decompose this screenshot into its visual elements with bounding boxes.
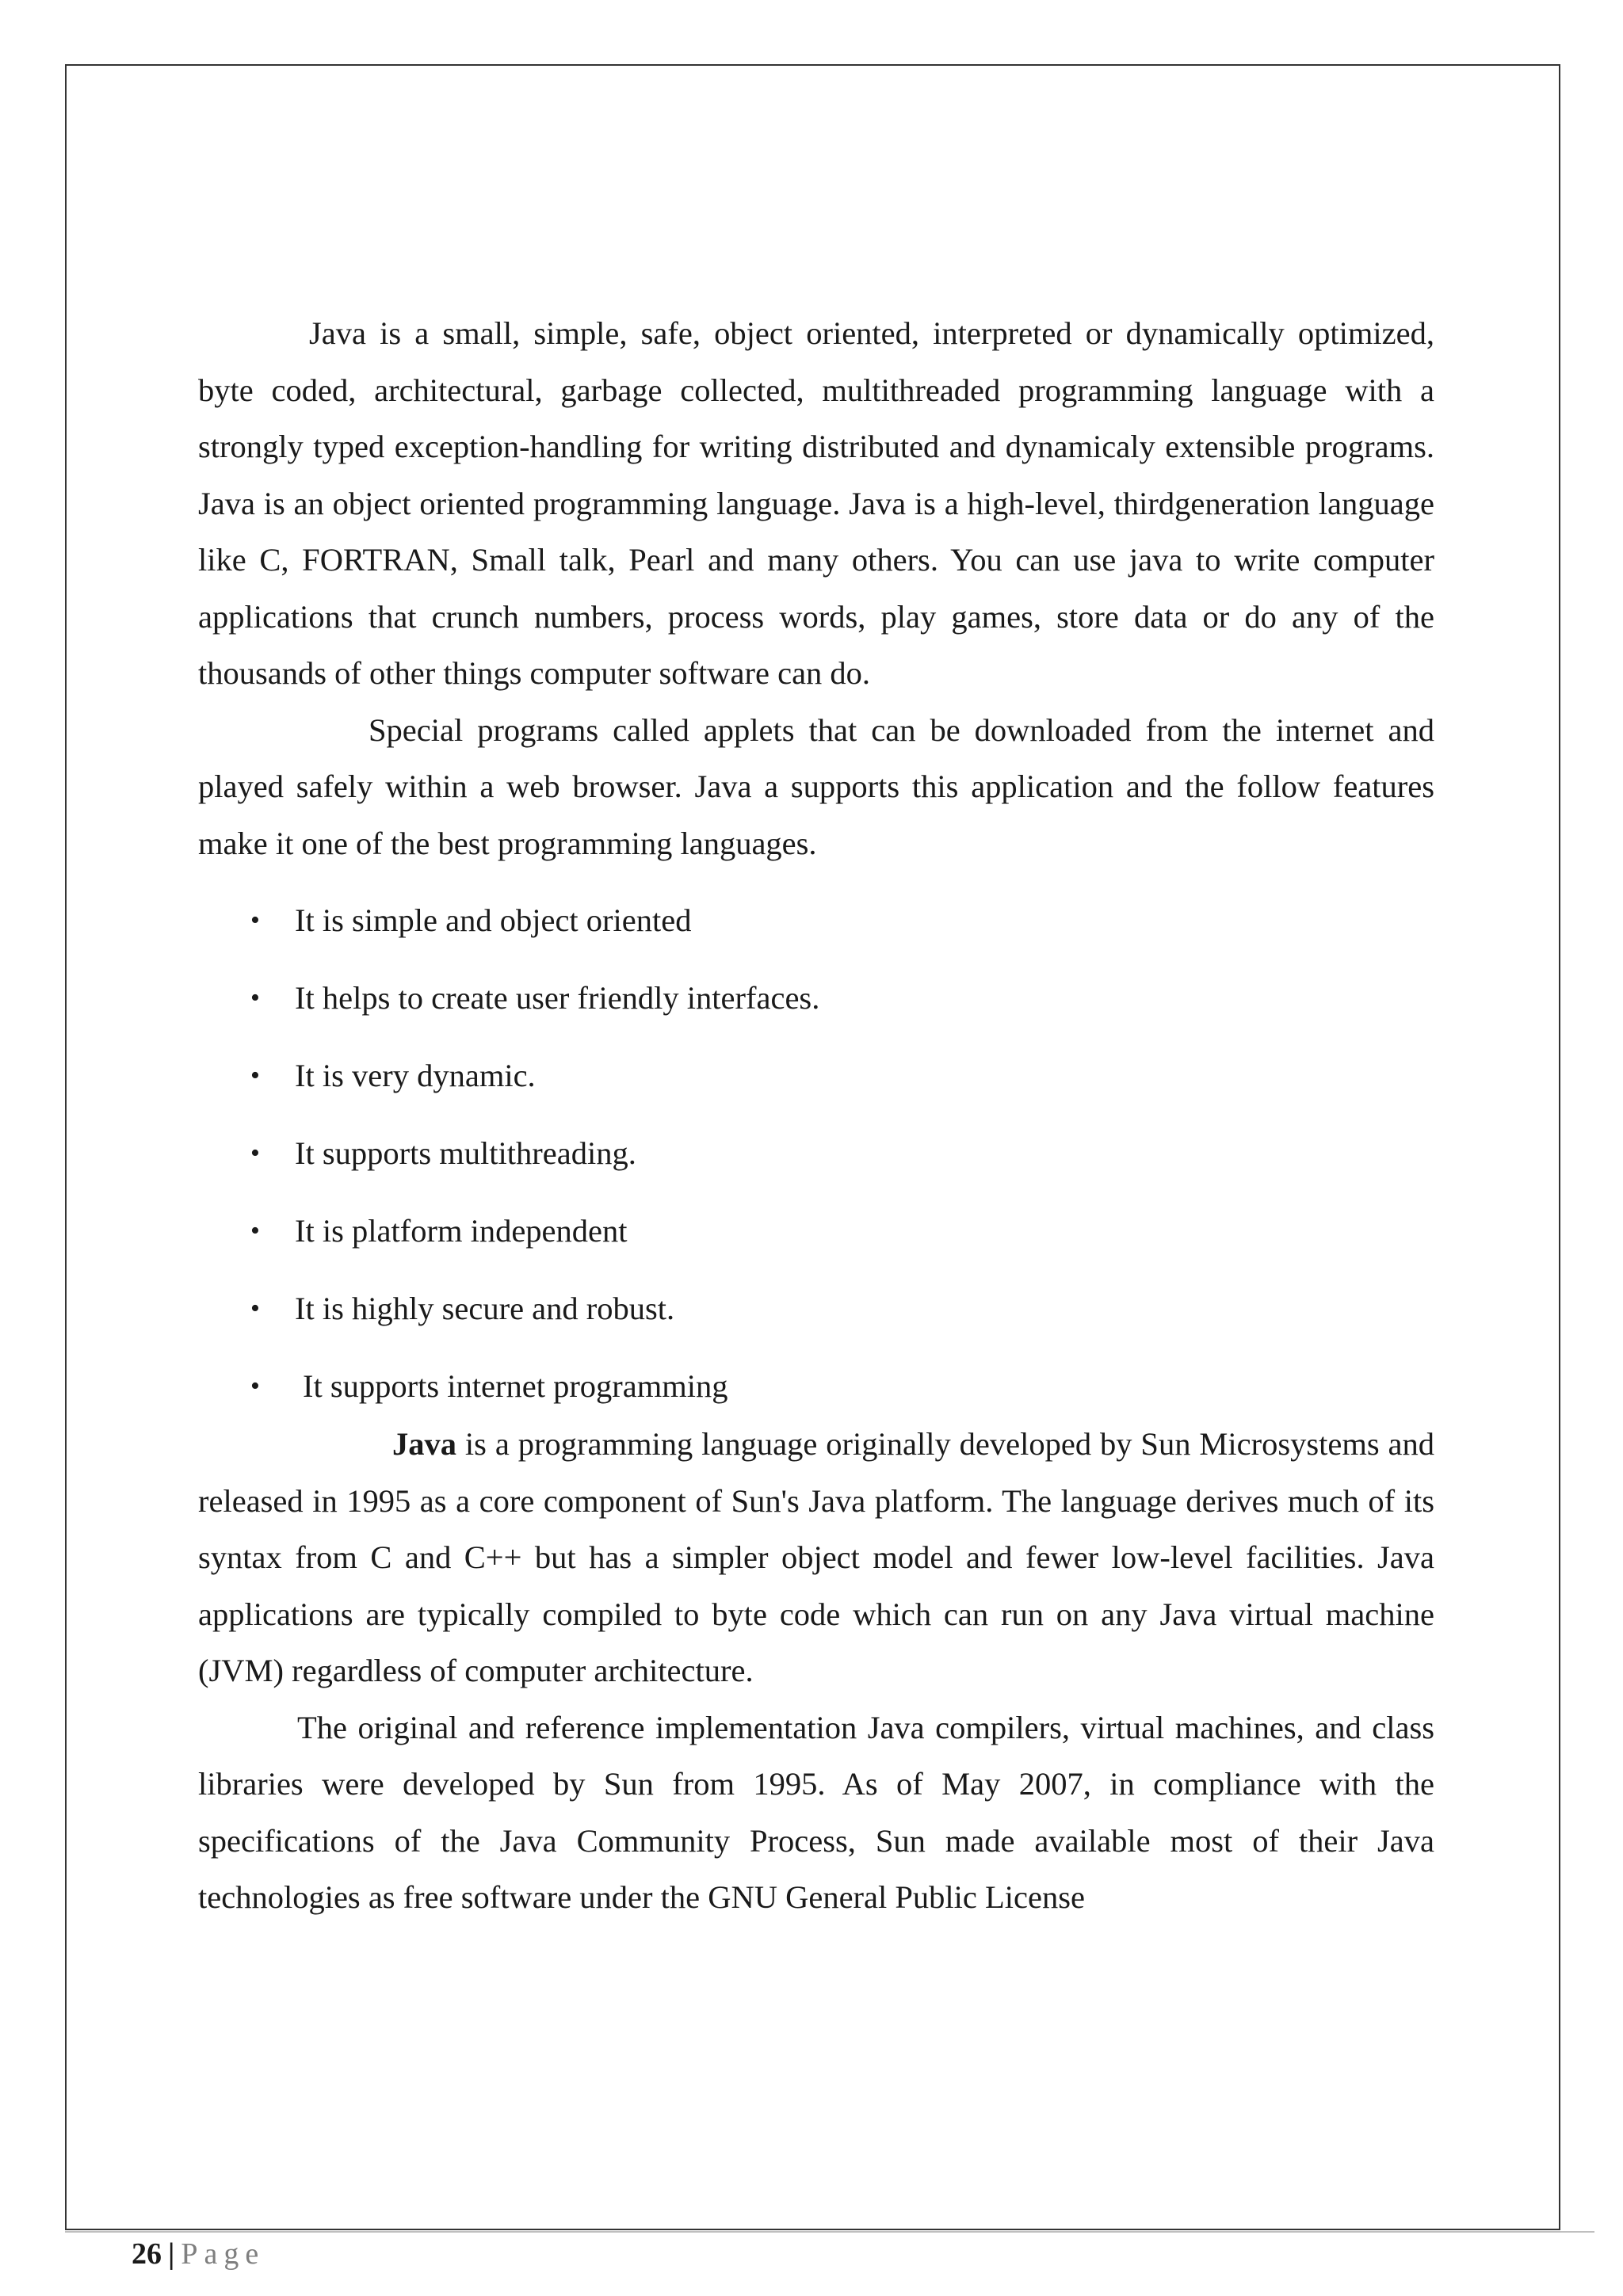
page-label: Page (181, 2237, 265, 2271)
list-item (198, 1358, 1434, 1416)
paragraph-java-history (198, 1416, 1434, 1699)
footer-rule (65, 2231, 1594, 2233)
features-list (198, 892, 1434, 1416)
bullet-icon: • (250, 1371, 260, 1401)
document-body (198, 305, 1434, 1926)
list-item (198, 1280, 1434, 1358)
bullet-icon: • (250, 1061, 260, 1090)
bold-term: Java (392, 1426, 456, 1462)
paragraph-applets: Special programs called applets that can be downloaded from the internet and played safely within a web browser. Java a supports this application and the follow features make it one of the best programming languages. (198, 711, 1434, 861)
feature-text: It is very dynamic. (295, 1058, 536, 1093)
bullet-icon: • (250, 906, 260, 935)
feature-text: It supports multithreading. (295, 1135, 636, 1171)
list-item (198, 892, 1434, 970)
footer-separator: | (168, 2237, 175, 2271)
feature-text: It supports internet programming (303, 1368, 728, 1404)
page-footer (132, 2236, 265, 2272)
feature-text: It is simple and object oriented (295, 902, 692, 938)
list-item (198, 970, 1434, 1047)
feature-text: It helps to create user friendly interfaces. (295, 980, 820, 1016)
paragraph-java-history-text: is a programming language originally developed by Sun Microsystems and released in 1995 as a core component of Sun's Java platform. The language derives much of its syntax from C and C++ but has a simpler object model and fewer low-level facilities. Java applications are typically compiled to byte code which can run on any Java virtual machine (JVM) regardless of computer architecture. (198, 1426, 1434, 1688)
bullet-icon: • (250, 983, 260, 1013)
bullet-icon: • (250, 1216, 260, 1245)
bullet-icon: • (250, 1138, 260, 1168)
paragraph-gpl: The original and reference implementation Java compilers, virtual machines, and class libraries were developed by Sun from 1995. As of May 2007, in compliance with the specifications of the Java Community Process, Sun made available most of their Java technologies as free software under the GNU General Public License (198, 1709, 1434, 1915)
list-item (198, 1203, 1434, 1280)
bullet-icon: • (250, 1294, 260, 1323)
feature-text: It is platform independent (295, 1213, 628, 1249)
list-item (198, 1125, 1434, 1203)
paragraph-java-intro: Java is a small, simple, safe, object oriented, interpreted or dynamically optimized, byte coded, architectural, garbage collected, multithreaded programming language with a strongly typed exception-handling for writing distributed and dynamicaly extensible programs. Java is an object oriented programming language. Java is a high-level, thirdgeneration language like C, FORTRAN, Small talk, Pearl and many others. You can use java to write computer applications that crunch numbers, process words, play games, store data or do any of the thousands of other things computer software can do. (198, 315, 1434, 691)
list-item (198, 1047, 1434, 1125)
page-number: 26 (132, 2237, 162, 2271)
feature-text: It is highly secure and robust. (295, 1291, 675, 1326)
